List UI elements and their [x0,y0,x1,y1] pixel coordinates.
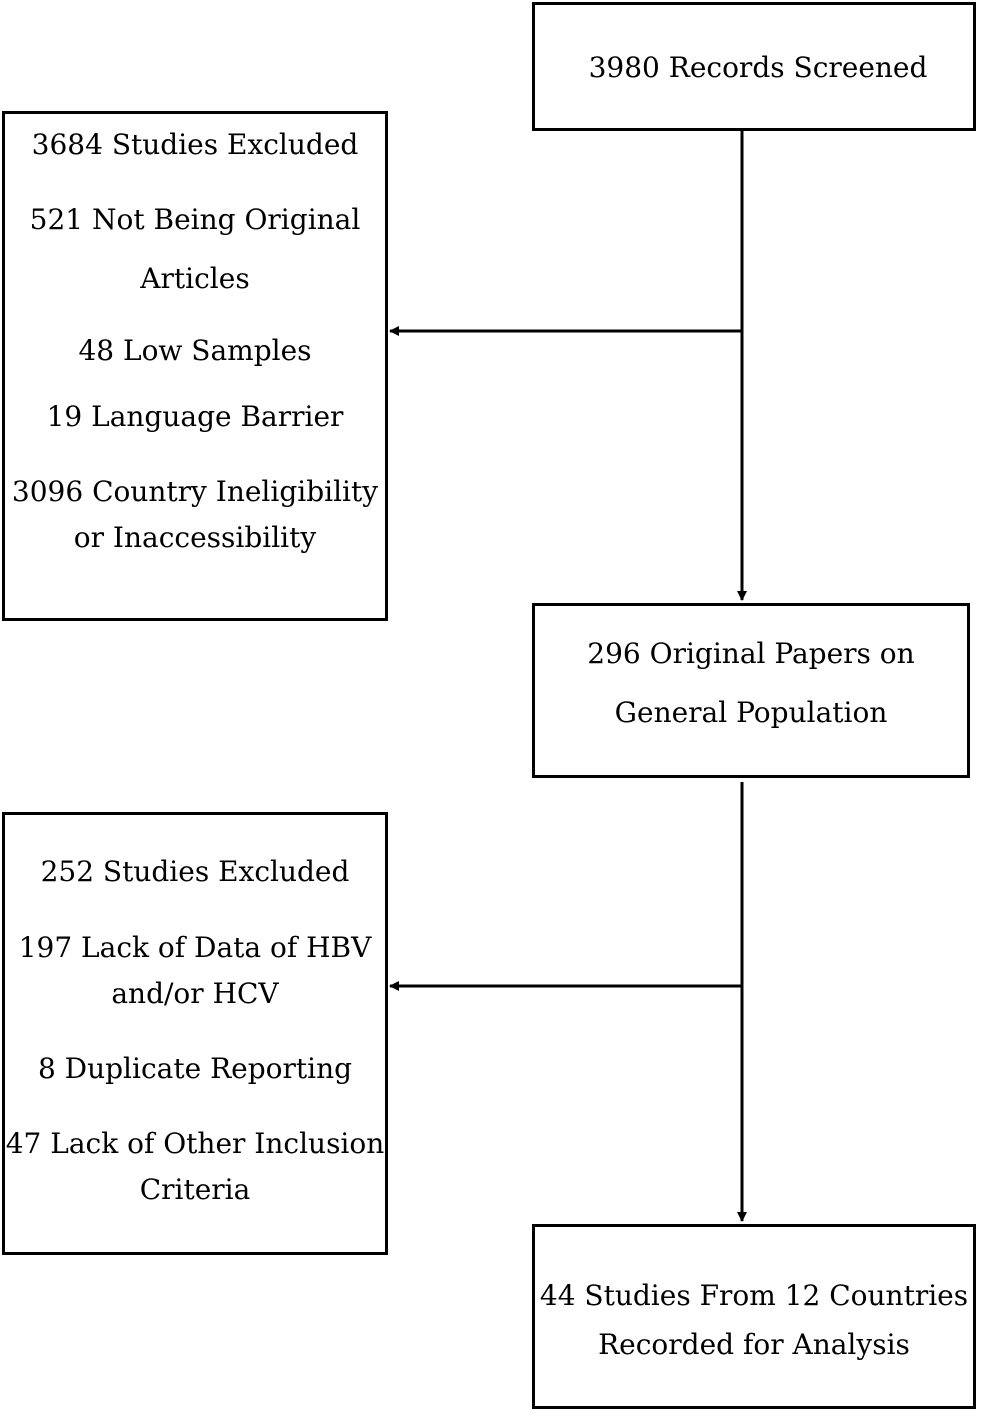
excluded-reason-lack-data-cont: and/or HCV [111,977,279,1010]
excluded-second-box [2,812,388,1255]
excluded-reason-country: 3096 Country Ineligibility [11,475,379,508]
excluded-reason-other-criteria: 47 Lack of Other Inclusion [5,1127,385,1160]
records-screened-box [532,2,976,131]
records-screened-label: 3980 Records Screened [588,51,928,84]
excluded-reason-lack-data: 197 Lack of Data of HBV [18,931,372,964]
excluded-first-title: 3684 Studies Excluded [31,128,359,161]
final-studies-label: 44 Studies From 12 Countries [539,1279,969,1312]
excluded-reason-country-cont: or Inaccessibility [73,521,317,554]
final-studies-label-cont: Recorded for Analysis [598,1328,910,1361]
excluded-reason-not-original: 521 Not Being Original [29,203,361,236]
excluded-reason-language: 19 Language Barrier [46,400,344,433]
excluded-reason-not-original-cont: Articles [140,262,250,295]
excluded-second-title: 252 Studies Excluded [40,855,350,888]
original-papers-label: 296 Original Papers on [587,637,915,670]
excluded-reason-other-criteria-cont: Criteria [139,1173,251,1206]
excluded-reason-duplicate: 8 Duplicate Reporting [37,1052,353,1085]
excluded-reason-low-samples: 48 Low Samples [78,334,312,367]
final-studies-box [532,1224,976,1409]
excluded-first-box [2,111,388,621]
original-papers-label-cont: General Population [614,696,888,729]
original-papers-box [532,603,970,778]
